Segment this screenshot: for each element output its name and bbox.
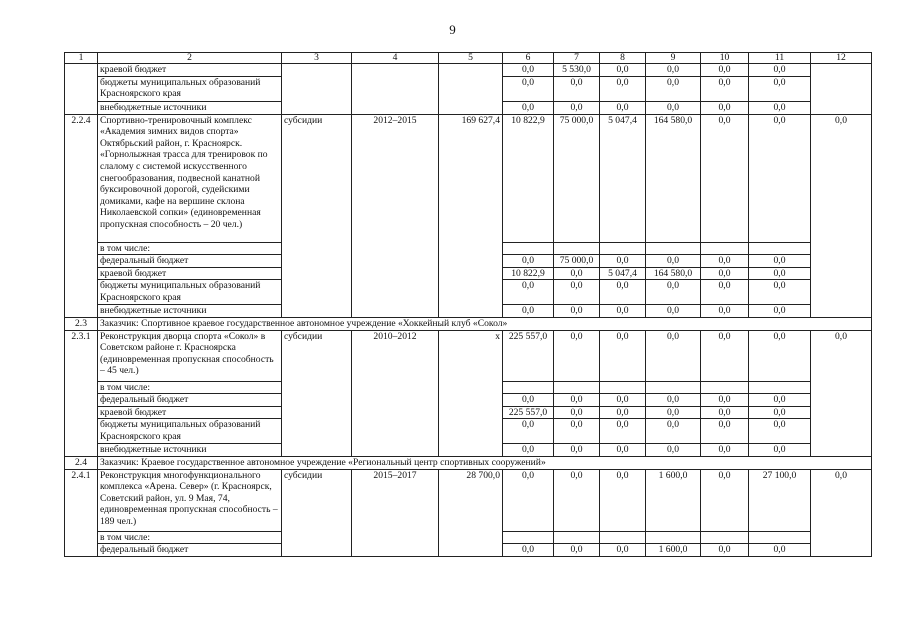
value-cell: 0,0: [749, 544, 811, 557]
item-number: 2.3.1: [65, 330, 98, 456]
value-cell: 0,0: [646, 64, 701, 77]
value-cell: 164 580,0: [646, 114, 701, 242]
value-cell: 5 047,4: [600, 267, 646, 280]
value-cell: 0,0: [701, 267, 749, 280]
value-cell: 0,0: [600, 394, 646, 407]
value-cell: 0,0: [749, 406, 811, 419]
value-cell: 0,0: [701, 76, 749, 101]
item-cost: х: [439, 330, 503, 456]
sub-label: внебюджетные источники: [98, 444, 282, 457]
value-cell: 0,0: [701, 114, 749, 242]
value-cell: 0,0: [600, 280, 646, 305]
item-name: Реконструкция дворца спорта «Сокол» в Советском районе г. Красноярска (единовременная пропускная способность – 45 чел.): [98, 330, 282, 381]
value-cell: 75 000,0: [554, 255, 600, 268]
value-cell: 0,0: [701, 330, 749, 381]
value-cell: 0,0: [646, 76, 701, 101]
value-cell: 0,0: [554, 267, 600, 280]
column-header: 11: [749, 53, 811, 64]
item-number: 2.2.4: [65, 114, 98, 317]
sub-label: федеральный бюджет: [98, 255, 282, 268]
value-cell: 0,0: [749, 419, 811, 444]
value-cell: 0,0: [600, 419, 646, 444]
item-row: [65, 330, 872, 381]
section-number: 2.3: [65, 317, 98, 330]
value-cell: 0,0: [701, 305, 749, 318]
value-cell: 0,0: [701, 64, 749, 77]
section-title: Заказчик: Краевое государственное автономное учреждение «Региональный центр спортивных сооружений»: [98, 456, 872, 469]
value-cell: 0,0: [503, 469, 554, 531]
value-cell: 0,0: [646, 444, 701, 457]
sub-label: бюджеты муниципальных образований Красноярского края: [98, 419, 282, 444]
item-col12: 0,0: [811, 114, 872, 317]
value-cell: [503, 242, 554, 255]
value-cell: 1 600,0: [646, 469, 701, 531]
value-cell: [503, 531, 554, 544]
value-cell: 0,0: [554, 544, 600, 557]
value-cell: 0,0: [503, 255, 554, 268]
page-number: 9: [449, 22, 456, 37]
value-cell: 225 557,0: [503, 330, 554, 381]
value-cell: 0,0: [503, 280, 554, 305]
value-cell: 0,0: [503, 419, 554, 444]
value-cell: 0,0: [503, 544, 554, 557]
sub-label: внебюджетные источники: [98, 305, 282, 318]
value-cell: 0,0: [749, 76, 811, 101]
value-cell: 0,0: [600, 469, 646, 531]
value-cell: [701, 381, 749, 394]
value-cell: 0,0: [600, 101, 646, 114]
value-cell: 0,0: [554, 280, 600, 305]
row-label: внебюджетные источники: [98, 101, 282, 114]
item-col12: 0,0: [811, 330, 872, 456]
column-header: 10: [701, 53, 749, 64]
value-cell: [646, 381, 701, 394]
value-cell: 0,0: [701, 469, 749, 531]
value-cell: 0,0: [646, 406, 701, 419]
value-cell: 0,0: [554, 76, 600, 101]
item-type: субсидии: [282, 469, 352, 556]
value-cell: 0,0: [749, 394, 811, 407]
sub-label: федеральный бюджет: [98, 394, 282, 407]
item-type: субсидии: [282, 330, 352, 456]
item-name: Спортивно-тренировочный комплекс «Академия зимних видов спорта» Октябрьский район, г. Красноярск. «Горнолыжная трасса для тренировок по слалому с системой искусственного снегообразования, подвесной канатной буксировочной дорогой, судейскими домиками, кафе на вершине склона Николаевской сопки» (единовременная пропускная способность – 20 чел.): [98, 114, 282, 242]
item-cost: 28 700,0: [439, 469, 503, 556]
value-cell: 0,0: [503, 444, 554, 457]
value-cell: 0,0: [749, 330, 811, 381]
value-cell: 5 530,0: [554, 64, 600, 77]
value-cell: 5 047,4: [600, 114, 646, 242]
value-cell: 0,0: [646, 255, 701, 268]
value-cell: 75 000,0: [554, 114, 600, 242]
value-cell: [503, 381, 554, 394]
value-cell: 0,0: [701, 394, 749, 407]
value-cell: 0,0: [749, 101, 811, 114]
column-header: 6: [503, 53, 554, 64]
value-cell: 0,0: [646, 101, 701, 114]
period-cell: [352, 64, 439, 115]
col12-cell: [811, 64, 872, 115]
column-header: 3: [282, 53, 352, 64]
value-cell: [646, 242, 701, 255]
value-cell: [749, 381, 811, 394]
value-cell: 0,0: [554, 305, 600, 318]
value-cell: 0,0: [503, 64, 554, 77]
value-cell: [554, 531, 600, 544]
item-name: Реконструкция многофункционального комплекса «Арена. Север» (г. Красноярск, Советский район, ул. 9 Мая, 74, единовременная пропускная способность – 189 чел.): [98, 469, 282, 531]
value-cell: [701, 531, 749, 544]
item-period: 2015–2017: [352, 469, 439, 556]
section-row: [65, 317, 872, 330]
sub-label: федеральный бюджет: [98, 544, 282, 557]
value-cell: 225 557,0: [503, 406, 554, 419]
value-cell: [749, 531, 811, 544]
section-row: [65, 456, 872, 469]
num-cell: [65, 64, 98, 115]
value-cell: 0,0: [646, 280, 701, 305]
value-cell: 0,0: [554, 330, 600, 381]
value-cell: 0,0: [646, 419, 701, 444]
value-cell: 0,0: [646, 330, 701, 381]
sub-label: в том числе:: [98, 531, 282, 544]
value-cell: 0,0: [749, 444, 811, 457]
value-cell: 0,0: [701, 101, 749, 114]
value-cell: 0,0: [503, 101, 554, 114]
value-cell: 10 822,9: [503, 267, 554, 280]
value-cell: [554, 242, 600, 255]
column-header: 7: [554, 53, 600, 64]
value-cell: 0,0: [701, 544, 749, 557]
value-cell: 0,0: [600, 76, 646, 101]
column-header: 9: [646, 53, 701, 64]
value-cell: [600, 242, 646, 255]
section-number: 2.4: [65, 456, 98, 469]
value-cell: 0,0: [600, 255, 646, 268]
value-cell: 0,0: [554, 394, 600, 407]
row-label: бюджеты муниципальных образований Красноярского края: [98, 76, 282, 101]
value-cell: 0,0: [600, 406, 646, 419]
value-cell: 0,0: [503, 76, 554, 101]
value-cell: 0,0: [749, 255, 811, 268]
sub-label: в том числе:: [98, 381, 282, 394]
column-header: 8: [600, 53, 646, 64]
column-header: 2: [98, 53, 282, 64]
value-cell: 27 100,0: [749, 469, 811, 531]
item-col12: 0,0: [811, 469, 872, 556]
value-cell: 0,0: [503, 305, 554, 318]
value-cell: [749, 242, 811, 255]
value-cell: 0,0: [600, 544, 646, 557]
row-label: краевой бюджет: [98, 64, 282, 77]
type-cell: [282, 64, 352, 115]
value-cell: 0,0: [701, 255, 749, 268]
item-period: 2010–2012: [352, 330, 439, 456]
value-cell: 0,0: [600, 64, 646, 77]
item-type: субсидии: [282, 114, 352, 317]
value-cell: 10 822,9: [503, 114, 554, 242]
budget-table: [64, 52, 872, 557]
value-cell: 1 600,0: [646, 544, 701, 557]
table-row: [65, 64, 872, 77]
sub-label: в том числе:: [98, 242, 282, 255]
value-cell: 0,0: [701, 419, 749, 444]
value-cell: 0,0: [701, 406, 749, 419]
column-header: 5: [439, 53, 503, 64]
value-cell: [600, 531, 646, 544]
value-cell: 0,0: [646, 394, 701, 407]
sub-label: бюджеты муниципальных образований Красноярского края: [98, 280, 282, 305]
value-cell: 0,0: [701, 280, 749, 305]
value-cell: [600, 381, 646, 394]
value-cell: 0,0: [600, 305, 646, 318]
value-cell: 0,0: [554, 406, 600, 419]
item-cost: 169 627,4: [439, 114, 503, 317]
column-header: 4: [352, 53, 439, 64]
value-cell: [554, 381, 600, 394]
section-title: Заказчик: Спортивное краевое государственное автономное учреждение «Хоккейный клуб «Сокол»: [98, 317, 872, 330]
value-cell: 0,0: [554, 444, 600, 457]
header-row: [65, 53, 872, 64]
item-row: [65, 114, 872, 242]
value-cell: 0,0: [503, 394, 554, 407]
sub-label: краевой бюджет: [98, 267, 282, 280]
item-number: 2.4.1: [65, 469, 98, 556]
value-cell: 0,0: [554, 469, 600, 531]
value-cell: 0,0: [554, 419, 600, 444]
item-row: [65, 469, 872, 531]
value-cell: 0,0: [600, 330, 646, 381]
value-cell: 0,0: [749, 280, 811, 305]
value-cell: 0,0: [749, 267, 811, 280]
value-cell: [701, 242, 749, 255]
item-period: 2012–2015: [352, 114, 439, 317]
cost-cell: [439, 64, 503, 115]
value-cell: 0,0: [646, 305, 701, 318]
value-cell: 0,0: [749, 305, 811, 318]
value-cell: [646, 531, 701, 544]
value-cell: 164 580,0: [646, 267, 701, 280]
value-cell: 0,0: [600, 444, 646, 457]
value-cell: 0,0: [701, 444, 749, 457]
value-cell: 0,0: [554, 101, 600, 114]
column-header: 12: [811, 53, 872, 64]
value-cell: 0,0: [749, 114, 811, 242]
column-header: 1: [65, 53, 98, 64]
value-cell: 0,0: [749, 64, 811, 77]
sub-label: краевой бюджет: [98, 406, 282, 419]
